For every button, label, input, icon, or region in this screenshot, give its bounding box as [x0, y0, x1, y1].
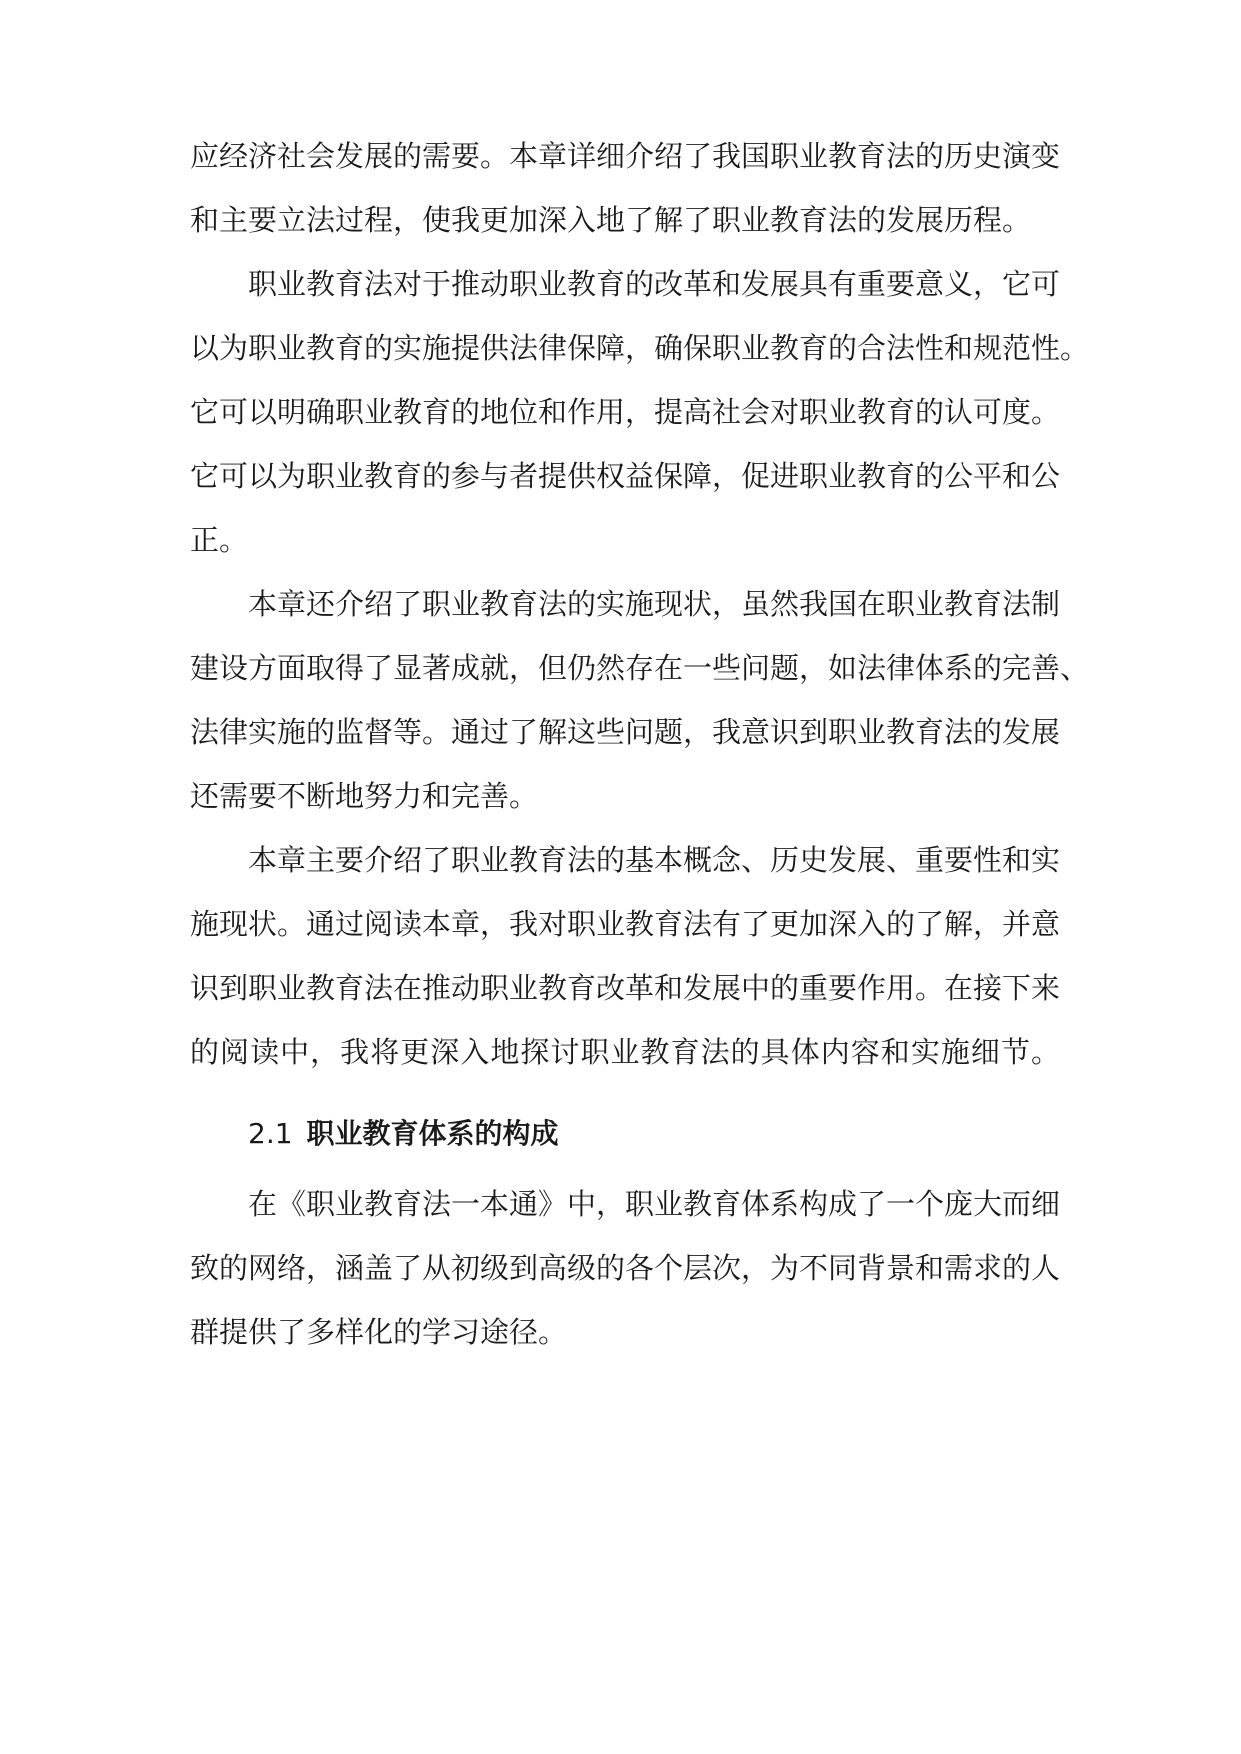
paragraph-4-line-3: 识到职业教育法在推动职业教育改革和发展中的重要作用。在接下来 — [190, 971, 1061, 1005]
section-number: 2.1 — [248, 1117, 293, 1150]
paragraph-4-line-2: 施现状。通过阅读本章，我对职业教育法有了更加深入的了解，并意 — [190, 907, 1061, 941]
paragraph-2-line-2: 以为职业教育的实施提供法律保障，确保职业教育的合法性和规范性。 — [190, 331, 1090, 365]
paragraph-1-line-1: 应经济社会发展的需要。本章详细介绍了我国职业教育法的历史演变 — [190, 139, 1061, 173]
paragraph-2-line-1: 职业教育法对于推动职业教育的改革和发展具有重要意义，它可 — [248, 267, 1061, 301]
paragraph-4-line-1: 本章主要介绍了职业教育法的基本概念、历史发展、重要性和实 — [248, 843, 1061, 877]
paragraph-1-line-2: 和主要立法过程，使我更加深入地了解了职业教育法的发展历程。 — [190, 203, 1032, 237]
paragraph-3-line-2: 建设方面取得了显著成就，但仍然存在一些问题，如法律体系的完善、 — [190, 651, 1090, 685]
paragraph-3-line-1: 本章还介绍了职业教育法的实施现状，虽然我国在职业教育法制 — [248, 587, 1061, 621]
paragraph-3-line-4: 还需要不断地努力和完善。 — [190, 779, 539, 813]
paragraph-4-line-4: 的阅读中，我将更深入地探讨职业教育法的具体内容和实施细节。 — [190, 1035, 1060, 1069]
section-paragraph-line-3: 群提供了多样化的学习途径。 — [190, 1315, 568, 1349]
paragraph-3-line-3: 法律实施的监督等。通过了解这些问题，我意识到职业教育法的发展 — [190, 715, 1061, 749]
paragraph-2-line-5: 正。 — [190, 523, 249, 557]
section-paragraph-line-1: 在《职业教育法一本通》中，职业教育体系构成了一个庞大而细 — [248, 1187, 1061, 1221]
section-title: 职业教育体系的构成 — [306, 1117, 559, 1150]
paragraph-2-line-4: 它可以为职业教育的参与者提供权益保障，促进职业教育的公平和公 — [190, 459, 1061, 493]
paragraph-2-line-3: 它可以明确职业教育的地位和作用，提高社会对职业教育的认可度。 — [190, 395, 1061, 429]
section-heading — [248, 1114, 559, 1154]
section-paragraph-line-2: 致的网络，涵盖了从初级到高级的各个层次，为不同背景和需求的人 — [190, 1251, 1061, 1285]
